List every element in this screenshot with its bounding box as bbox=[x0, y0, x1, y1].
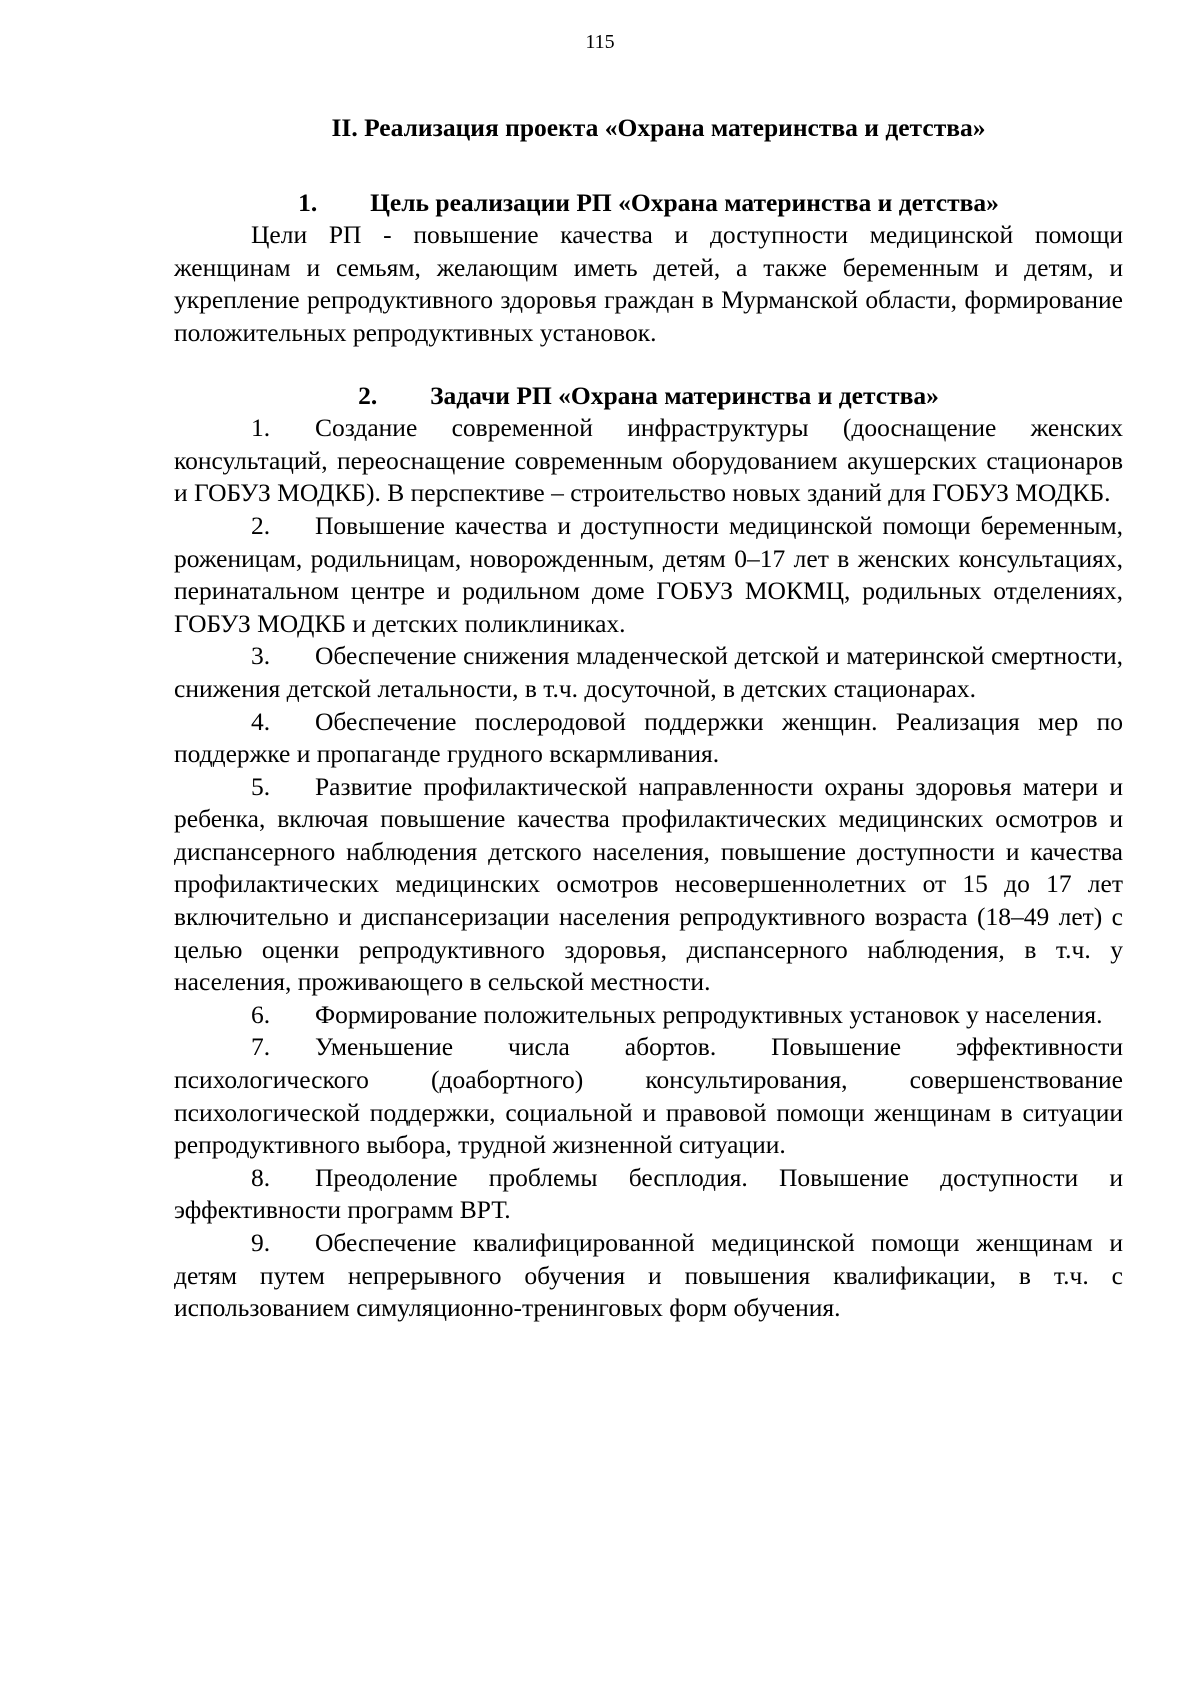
task-text: Создание современной инфраструктуры (дооснащение женских консультаций, переоснащение современным оборудованием акушерских стационаров и ГОБУЗ МОДКБ). В перспективе – строительство новых зданий для ГОБУЗ МОДКБ. bbox=[174, 413, 1123, 508]
task-number: 9. bbox=[251, 1228, 271, 1257]
section-number: 2. bbox=[358, 380, 378, 410]
task-item bbox=[174, 771, 1123, 999]
document-body bbox=[174, 112, 1123, 1325]
task-text: Преодоление проблемы бесплодия. Повышение доступности и эффективности программ ВРТ. bbox=[174, 1162, 1123, 1225]
page-number: 115 bbox=[585, 31, 615, 53]
task-item bbox=[174, 706, 1123, 771]
task-text: Обеспечение снижения младенческой детской и материнской смертности, снижения детской летальности, в т.ч. досуточной, в детских стационарах. bbox=[174, 641, 1123, 703]
section-spacer bbox=[174, 350, 1123, 380]
task-item bbox=[174, 510, 1123, 640]
task-number: 1. bbox=[251, 413, 271, 443]
task-number: 3. bbox=[251, 641, 271, 671]
task-item bbox=[174, 640, 1123, 705]
task-item bbox=[174, 412, 1123, 510]
page-title: II. Реализация проекта «Охрана материнства и детства» bbox=[331, 113, 986, 142]
task-text: Формирование положительных репродуктивных установок у населения. bbox=[315, 999, 1103, 1029]
task-item bbox=[174, 999, 1123, 1032]
task-number: 6. bbox=[251, 999, 271, 1029]
section-title: Задачи РП «Охрана материнства и детства» bbox=[430, 380, 939, 410]
task-number: 4. bbox=[251, 706, 271, 736]
section-heading-tasks bbox=[174, 380, 1123, 413]
section-number: 1. bbox=[298, 187, 318, 217]
task-item bbox=[174, 1031, 1123, 1161]
task-list bbox=[174, 412, 1123, 1325]
task-item bbox=[174, 1227, 1123, 1325]
task-number: 5. bbox=[251, 771, 271, 801]
task-number: 7. bbox=[251, 1032, 271, 1062]
section-heading-goal bbox=[174, 187, 1123, 220]
task-text: Повышение качества и доступности медицинской помощи беременным, роженицам, родильницам, новорожденным, детям 0–17 лет в женских консультациях, перинатальном центре и родильном доме ГОБУЗ МОКМЦ, родильных отделениях, ГОБУЗ МОДКБ и детских поликлиниках. bbox=[174, 510, 1123, 638]
task-text: Обеспечение квалифицированной медицинской помощи женщинам и детям путем непрерывного обучения и повышения квалификации, в т.ч. с использованием симуляционно-тренинговых форм обучения. bbox=[174, 1228, 1123, 1323]
task-text: Развитие профилактической направленности охраны здоровья матери и ребенка, включая повышение качества профилактических медицинских осмотров и диспансерного наблюдения детского населения, повышение доступности и качества профилактических медицинских осмотров несовершеннолетних от 15 до 17 лет включительно и диспансеризации населения репродуктивного возраста (18–49 лет) с целью оценки репродуктивного здоровья, диспансерного наблюдения, в т.ч. у населения, проживающего в сельской местности. bbox=[174, 771, 1123, 997]
section-title: Цель реализации РП «Охрана материнства и детства» bbox=[370, 187, 999, 217]
task-text: Обеспечение послеродовой поддержки женщин. Реализация мер по поддержке и пропаганде грудного вскармливания. bbox=[174, 706, 1123, 769]
task-number: 8. bbox=[251, 1162, 271, 1192]
goal-paragraph: Цели РП - повышение качества и доступности медицинской помощи женщинам и семьям, желающим иметь детей, а также беременным и детям, и укрепление репродуктивного здоровья граждан в Мурманской области, формирование положительных репродуктивных установок. bbox=[174, 220, 1123, 347]
task-item bbox=[174, 1162, 1123, 1227]
task-number: 2. bbox=[251, 510, 271, 540]
task-text: Уменьшение числа абортов. Повышение эффективности психологического (доабортного) консультирования, совершенствование психологической поддержки, социальной и правовой помощи женщинам в ситуации репродуктивного выбора, трудной жизненной ситуации. bbox=[174, 1032, 1123, 1160]
